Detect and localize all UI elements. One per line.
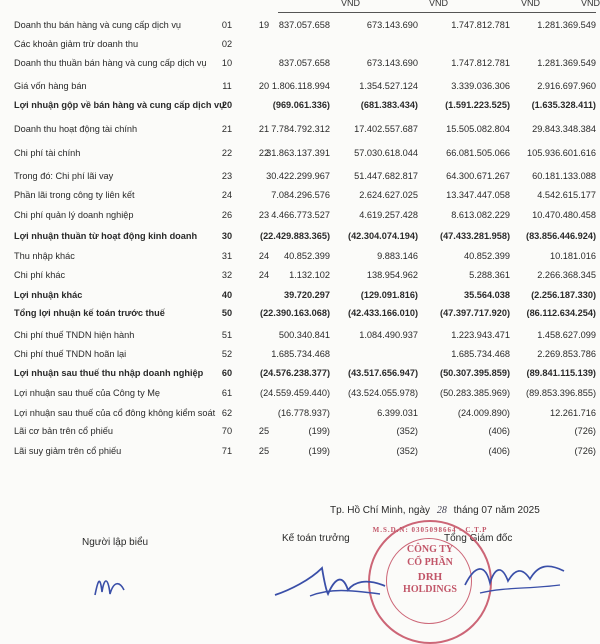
- row-code: 10: [221, 58, 233, 68]
- value-current-ytd: 35.564.038: [464, 290, 510, 300]
- value-current-quarter: (969.061.336): [272, 100, 330, 110]
- seal-line-3: DRH: [417, 571, 443, 583]
- value-current-ytd: (50.283.385.969): [440, 388, 510, 398]
- row-code: 22: [221, 148, 233, 158]
- row-code: 61: [221, 388, 233, 398]
- value-current-quarter: (199): [308, 426, 330, 436]
- row-note: 23: [258, 210, 270, 220]
- value-current-ytd: 64.300.671.267: [446, 171, 510, 181]
- value-prior-ytd: 1.458.627.099: [537, 330, 596, 340]
- row-code: 21: [221, 124, 233, 134]
- value-prior-quarter: 673.143.690: [366, 20, 418, 30]
- unit-col-3: VND: [520, 0, 540, 8]
- value-prior-quarter: 57.030.618.044: [354, 148, 418, 158]
- value-current-quarter: 500.340.841: [278, 330, 330, 340]
- value-current-ytd: (47.433.281.958): [440, 231, 510, 241]
- row-code: 30: [221, 231, 233, 241]
- table-row: [0, 386, 600, 400]
- value-prior-quarter: 673.143.690: [366, 58, 418, 68]
- value-prior-ytd: (1.635.328.411): [531, 100, 596, 110]
- table-row: [0, 406, 600, 420]
- row-label: Lợi nhuận sau thuế của Công ty Mẹ: [14, 388, 160, 398]
- value-current-ytd: 1.223.943.471: [451, 330, 510, 340]
- row-label: Chi phí thuế TNDN hiện hành: [14, 330, 135, 340]
- value-current-ytd: 15.505.082.804: [446, 124, 510, 134]
- value-prior-ytd: 105.936.601.616: [527, 148, 596, 158]
- row-code: 01: [221, 20, 233, 30]
- value-current-quarter: 4.466.773.527: [271, 210, 330, 220]
- table-row: [0, 328, 600, 342]
- value-current-ytd: 3.339.036.306: [451, 81, 510, 91]
- currency-unit-header: [0, 0, 600, 12]
- value-current-quarter: 40.852.399: [284, 251, 330, 261]
- date-day: 28: [436, 505, 447, 516]
- row-label: Thu nhập khác: [14, 251, 75, 261]
- value-prior-ytd: (89.853.396.855): [526, 388, 596, 398]
- preparer-title: Người lập biểu: [82, 537, 149, 548]
- value-current-quarter: (16.778.937): [277, 408, 330, 418]
- header-rule: [278, 12, 596, 13]
- value-current-quarter: (22.390.163.068): [260, 308, 330, 318]
- table-row: [0, 98, 600, 112]
- value-prior-ytd: (83.856.446.924): [526, 231, 596, 241]
- row-label: Lãi suy giảm trên cổ phiếu: [14, 446, 122, 456]
- table-row: [0, 169, 600, 183]
- row-label: Doanh thu thuần bán hàng và cung cấp dịch vụ: [14, 58, 207, 68]
- row-note: 19: [258, 20, 270, 30]
- table-row: [0, 268, 600, 282]
- value-prior-ytd: 10.181.016: [550, 251, 596, 261]
- value-prior-quarter: (352): [396, 446, 418, 456]
- row-code: 24: [221, 190, 233, 200]
- row-label: Lãi cơ bản trên cổ phiếu: [14, 426, 113, 436]
- row-code: 23: [221, 171, 233, 181]
- preparer-signature-icon: [90, 570, 150, 600]
- value-prior-ytd: 1.281.369.549: [537, 20, 596, 30]
- chief-accountant-title: Kế toán trưởng: [282, 533, 350, 544]
- value-current-ytd: (1.591.223.525): [445, 100, 510, 110]
- value-current-ytd: (406): [488, 446, 510, 456]
- row-note: 25: [258, 446, 270, 456]
- value-current-ytd: 1.747.812.781: [451, 58, 510, 68]
- value-prior-quarter: 1.354.527.124: [359, 81, 418, 91]
- row-note: 22: [258, 148, 270, 158]
- table-row: [0, 208, 600, 222]
- value-prior-ytd: 1.281.369.549: [537, 58, 596, 68]
- value-current-quarter: 30.422.299.967: [266, 171, 330, 181]
- row-code: 60: [221, 368, 233, 378]
- row-label: Các khoản giảm trừ doanh thu: [14, 39, 139, 49]
- row-label: Lợi nhuận thuần từ hoạt động kinh doanh: [14, 231, 198, 241]
- row-note: 21: [258, 124, 270, 134]
- row-label: Phần lãi trong công ty liên kết: [14, 190, 135, 200]
- row-label: Lợi nhuận sau thuế thu nhập doanh nghiệp: [14, 368, 204, 378]
- row-note: 20: [258, 81, 270, 91]
- value-current-ytd: (24.009.890): [457, 408, 510, 418]
- table-row: [0, 188, 600, 202]
- row-code: 50: [221, 308, 233, 318]
- value-prior-ytd: 60.181.133.088: [532, 171, 596, 181]
- value-prior-ytd: (726): [574, 446, 596, 456]
- value-prior-quarter: 2.624.627.025: [359, 190, 418, 200]
- value-prior-ytd: (86.112.634.254): [526, 308, 596, 318]
- value-prior-ytd: 2.916.697.960: [537, 81, 596, 91]
- value-prior-ytd: 12.261.716: [550, 408, 596, 418]
- general-director-title: Tổng Giám đốc: [444, 533, 513, 544]
- value-prior-quarter: (42.304.074.194): [348, 231, 418, 241]
- table-row: [0, 249, 600, 263]
- unit-col-2: VND: [428, 0, 448, 8]
- value-prior-quarter: 51.447.682.817: [354, 171, 418, 181]
- value-current-ytd: 5.288.361: [469, 270, 510, 280]
- seal-ring-text: M.S.D.N: 0305098664 - C.T.P: [372, 526, 488, 534]
- value-current-ytd: 8.613.082.229: [451, 210, 510, 220]
- row-label: Giá vốn hàng bán: [14, 81, 87, 91]
- table-row: [0, 347, 600, 361]
- value-prior-ytd: 2.266.368.345: [537, 270, 596, 280]
- row-note: 24: [258, 270, 270, 280]
- value-prior-quarter: (681.383.434): [360, 100, 418, 110]
- value-current-quarter: (199): [308, 446, 330, 456]
- table-row: [0, 366, 600, 380]
- value-current-ytd: 1.747.812.781: [451, 20, 510, 30]
- table-row: [0, 18, 600, 32]
- value-prior-ytd: 4.542.615.177: [537, 190, 596, 200]
- row-note: 25: [258, 426, 270, 436]
- seal-line-1: CÔNG TY: [406, 544, 454, 555]
- row-code: 31: [221, 251, 233, 261]
- value-prior-quarter: (43.517.656.947): [348, 368, 418, 378]
- unit-col-1: VND: [340, 0, 360, 8]
- unit-col-4: VND: [580, 0, 600, 8]
- value-prior-ytd: 29.843.348.384: [532, 124, 596, 134]
- value-prior-quarter: 4.619.257.428: [359, 210, 418, 220]
- table-row: [0, 146, 600, 160]
- row-label: Chi phí thuế TNDN hoãn lại: [14, 349, 127, 359]
- value-prior-ytd: 10.470.480.458: [532, 210, 596, 220]
- row-code: 51: [221, 330, 233, 340]
- row-label: Lợi nhuận sau thuế của cổ đông không kiểm soát: [14, 408, 216, 418]
- value-current-quarter: 1.685.734.468: [271, 349, 330, 359]
- value-prior-ytd: 2.269.853.786: [537, 349, 596, 359]
- general-director-signature-icon: [460, 555, 570, 600]
- row-label: Chi phí tài chính: [14, 148, 81, 158]
- value-current-quarter: (24.576.238.377): [260, 368, 330, 378]
- seal-line-2: CỔ PHẦN: [407, 557, 453, 568]
- row-code: 20: [221, 100, 233, 110]
- table-row: [0, 37, 600, 51]
- value-prior-quarter: 9.883.146: [377, 251, 418, 261]
- value-prior-quarter: 6.399.031: [377, 408, 418, 418]
- row-label: Tổng lợi nhuận kế toán trước thuế: [14, 308, 165, 318]
- table-row: [0, 79, 600, 93]
- row-code: 71: [221, 446, 233, 456]
- row-label: Doanh thu hoạt động tài chính: [14, 124, 138, 134]
- row-note: 24: [258, 251, 270, 261]
- table-row: [0, 56, 600, 70]
- row-label: Chi phí khác: [14, 270, 66, 280]
- row-code: 02: [221, 39, 233, 49]
- value-current-ytd: (47.397.717.920): [440, 308, 510, 318]
- value-current-quarter: (24.559.459.440): [260, 388, 330, 398]
- value-prior-ytd: (726): [574, 426, 596, 436]
- table-row: [0, 288, 600, 302]
- row-code: 52: [221, 349, 233, 359]
- value-current-quarter: 1.806.118.994: [271, 81, 330, 91]
- value-prior-quarter: 17.402.557.687: [354, 124, 418, 134]
- value-current-quarter: 31.863.137.391: [266, 148, 330, 158]
- value-prior-quarter: 1.084.490.937: [359, 330, 418, 340]
- value-prior-ytd: (2.256.187.330): [531, 290, 596, 300]
- table-row: [0, 424, 600, 438]
- value-current-quarter: 837.057.658: [278, 58, 330, 68]
- row-label: Trong đó: Chi phí lãi vay: [14, 171, 114, 181]
- value-current-quarter: 39.720.297: [284, 290, 330, 300]
- table-row: [0, 306, 600, 320]
- place-date: Tp. Hồ Chí Minh, ngày 28 tháng 07 năm 2025: [330, 505, 540, 516]
- value-current-quarter: 837.057.658: [278, 20, 330, 30]
- row-code: 32: [221, 270, 233, 280]
- table-row: [0, 229, 600, 243]
- row-code: 70: [221, 426, 233, 436]
- value-current-quarter: 7.784.792.312: [271, 124, 330, 134]
- chief-accountant-signature-icon: [270, 560, 390, 600]
- value-current-ytd: 1.685.734.468: [451, 349, 510, 359]
- value-current-ytd: 66.081.505.066: [446, 148, 510, 158]
- row-label: Doanh thu bán hàng và cung cấp dịch vụ: [14, 20, 182, 30]
- table-row: [0, 122, 600, 136]
- row-code: 26: [221, 210, 233, 220]
- value-current-quarter: 1.132.102: [289, 270, 330, 280]
- row-label: Lợi nhuận khác: [14, 290, 83, 300]
- row-code: 11: [222, 81, 232, 91]
- value-prior-quarter: (129.091.816): [360, 290, 418, 300]
- value-current-ytd: (406): [488, 426, 510, 436]
- row-code: 62: [221, 408, 233, 418]
- row-label: Lợi nhuận gộp về bán hàng và cung cấp dịch vụ: [14, 100, 225, 110]
- value-current-ytd: 13.347.447.058: [446, 190, 510, 200]
- value-prior-ytd: (89.841.115.139): [526, 368, 596, 378]
- row-code: 40: [221, 290, 233, 300]
- value-prior-quarter: (352): [396, 426, 418, 436]
- value-prior-quarter: 138.954.962: [366, 270, 418, 280]
- value-prior-quarter: (42.433.166.010): [348, 308, 418, 318]
- table-row: [0, 444, 600, 458]
- value-current-ytd: (50.307.395.859): [440, 368, 510, 378]
- seal-line-4: HOLDINGS: [403, 584, 457, 595]
- row-label: Chi phí quản lý doanh nghiệp: [14, 210, 134, 220]
- value-current-quarter: 7.084.296.576: [271, 190, 330, 200]
- value-current-ytd: 40.852.399: [464, 251, 510, 261]
- value-prior-quarter: (43.524.055.978): [348, 388, 418, 398]
- value-current-quarter: (22.429.883.365): [260, 231, 330, 241]
